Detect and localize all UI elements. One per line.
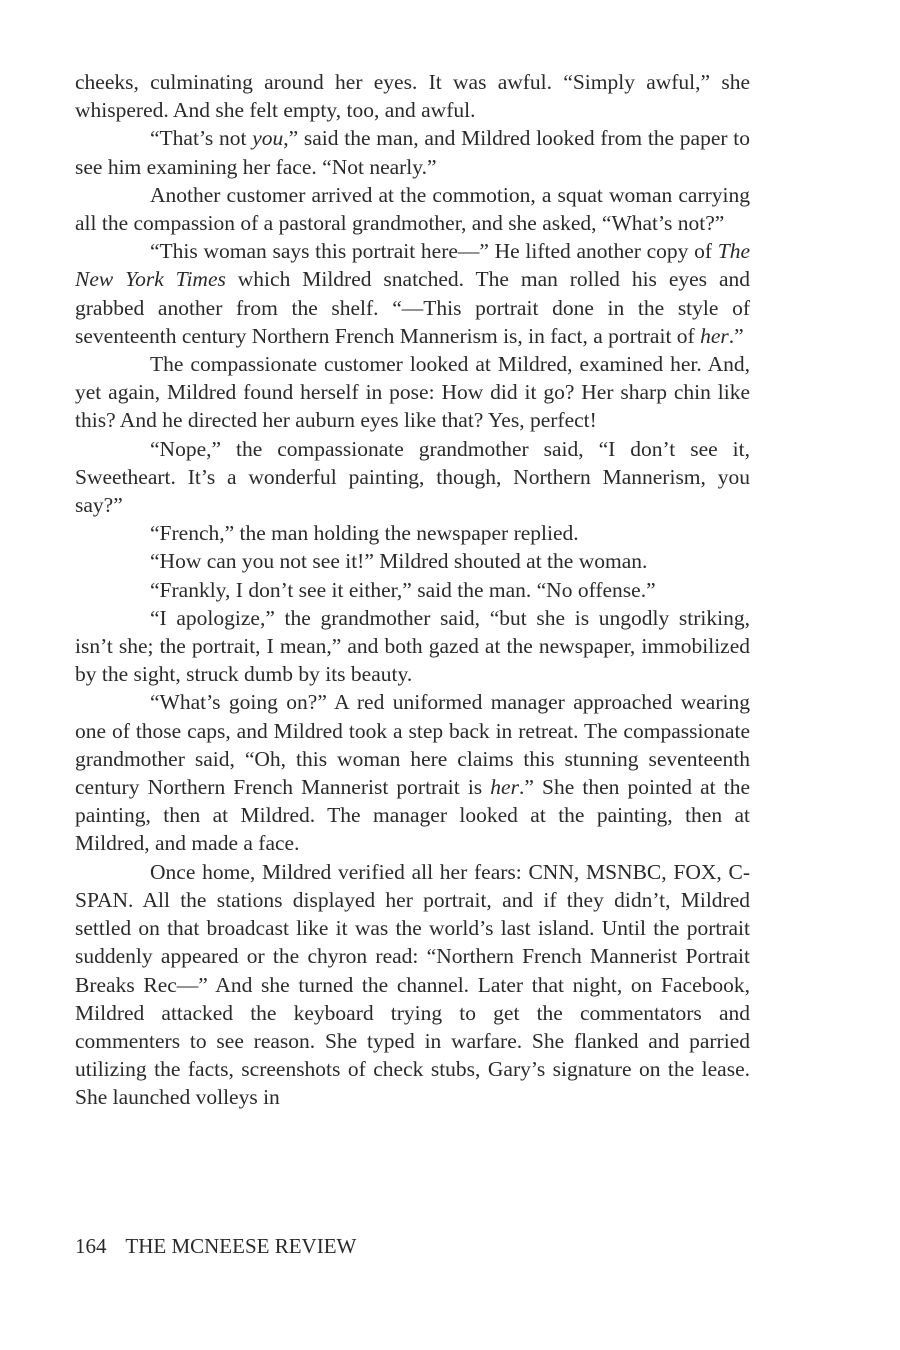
- italic-text: The New York Times: [75, 239, 750, 292]
- text-run: The compassionate customer looked at Mildred, examined her. And, yet again, Mildred found herself in pose: How did it go? Her sharp chin like this? And he directed her auburn eyes like that? Yes, perfect!: [75, 352, 750, 433]
- paragraph: [75, 435, 750, 520]
- text-run: “I apologize,” the grandmother said, “but she is ungodly striking, isn’t she; the portrait, I mean,” and both gazed at the newspaper, immobilized by the sight, struck dumb by its beauty.: [75, 605, 750, 687]
- paragraph: [75, 604, 750, 689]
- paragraph: [75, 181, 750, 237]
- journal-title: THE MCNEESE REVIEW: [125, 1234, 357, 1258]
- page-footer: [75, 1232, 356, 1260]
- text-run: “Nope,” the compassionate grandmother said, “I don’t see it, Sweetheart. It’s a wonderful painting, though, Northern Mannerism, you say?”: [75, 436, 750, 518]
- text-run: “How can you not see it!” Mildred shouted at the woman.: [150, 549, 648, 574]
- text-run: cheeks, culminating around her eyes. It was awful. “Simply awful,” she whispered. And she felt empty, too, and awful.: [75, 70, 750, 123]
- text-run: Once home, Mildred verified all her fears: CNN, MSNBC, FOX, C-SPAN. All the stations displayed her portrait, and if they didn’t, Mildred settled on that broadcast like it was the world’s last island. Until the portrait suddenly appeared or the chyron read: “Northern French Mannerist Portrait Breaks Rec—” And she turned the channel. Later that night, on Facebook, Mildred attacked the keyboard trying to get the commentators and commenters to see reason. She typed in warfare. She flanked and parried utilizing the facts, screenshots of check stubs, Gary’s signature on the lease. She launched volleys in: [75, 859, 750, 1110]
- text-run: which Mildred snatched. The man rolled his eyes and grabbed another from the shelf. “—This portrait done in the style of seventeenth century Northern French Mannerism is, in fact, a portrait of: [75, 267, 750, 348]
- paragraph: [75, 576, 750, 604]
- paragraph: [75, 68, 750, 124]
- text-run: .”: [728, 323, 744, 348]
- text-run: “That’s not: [150, 126, 253, 151]
- italic-text: her: [700, 323, 729, 348]
- text-run: “Frankly, I don’t see it either,” said the man. “No offense.”: [150, 577, 656, 602]
- paragraph: [75, 688, 750, 857]
- text-run: “What’s going on?” A red uniformed manager approached wearing one of those caps, and Mildred took a step back in retreat. The compassionate grandmother said, “Oh, this woman here claims this stunning seventeenth century Northern French Mannerist portrait is: [75, 690, 750, 800]
- text-run: .” She then pointed at the painting, then at Mildred. The manager looked at the painting, then at Mildred, and made a face.: [75, 775, 750, 856]
- text-run: Another customer arrived at the commotion, a squat woman carrying all the compassion of a pastoral grandmother, and she asked, “What’s not?”: [75, 182, 750, 236]
- italic-text: her: [490, 775, 519, 800]
- text-run: ,” said the man, and Mildred looked from the paper to see him examining her face. “Not nearly.”: [75, 126, 750, 179]
- body-text: [75, 68, 750, 1112]
- text-run: “French,” the man holding the newspaper replied.: [150, 521, 579, 546]
- paragraph: [75, 237, 750, 350]
- page-number: 164: [75, 1234, 107, 1258]
- paragraph: [75, 350, 750, 435]
- text-run: “This woman says this portrait here—” He lifted another copy of: [150, 239, 718, 264]
- paragraph: [75, 547, 750, 575]
- paragraph: [75, 519, 750, 547]
- paragraph: [75, 124, 750, 180]
- italic-text: you: [252, 126, 284, 151]
- paragraph: [75, 858, 750, 1112]
